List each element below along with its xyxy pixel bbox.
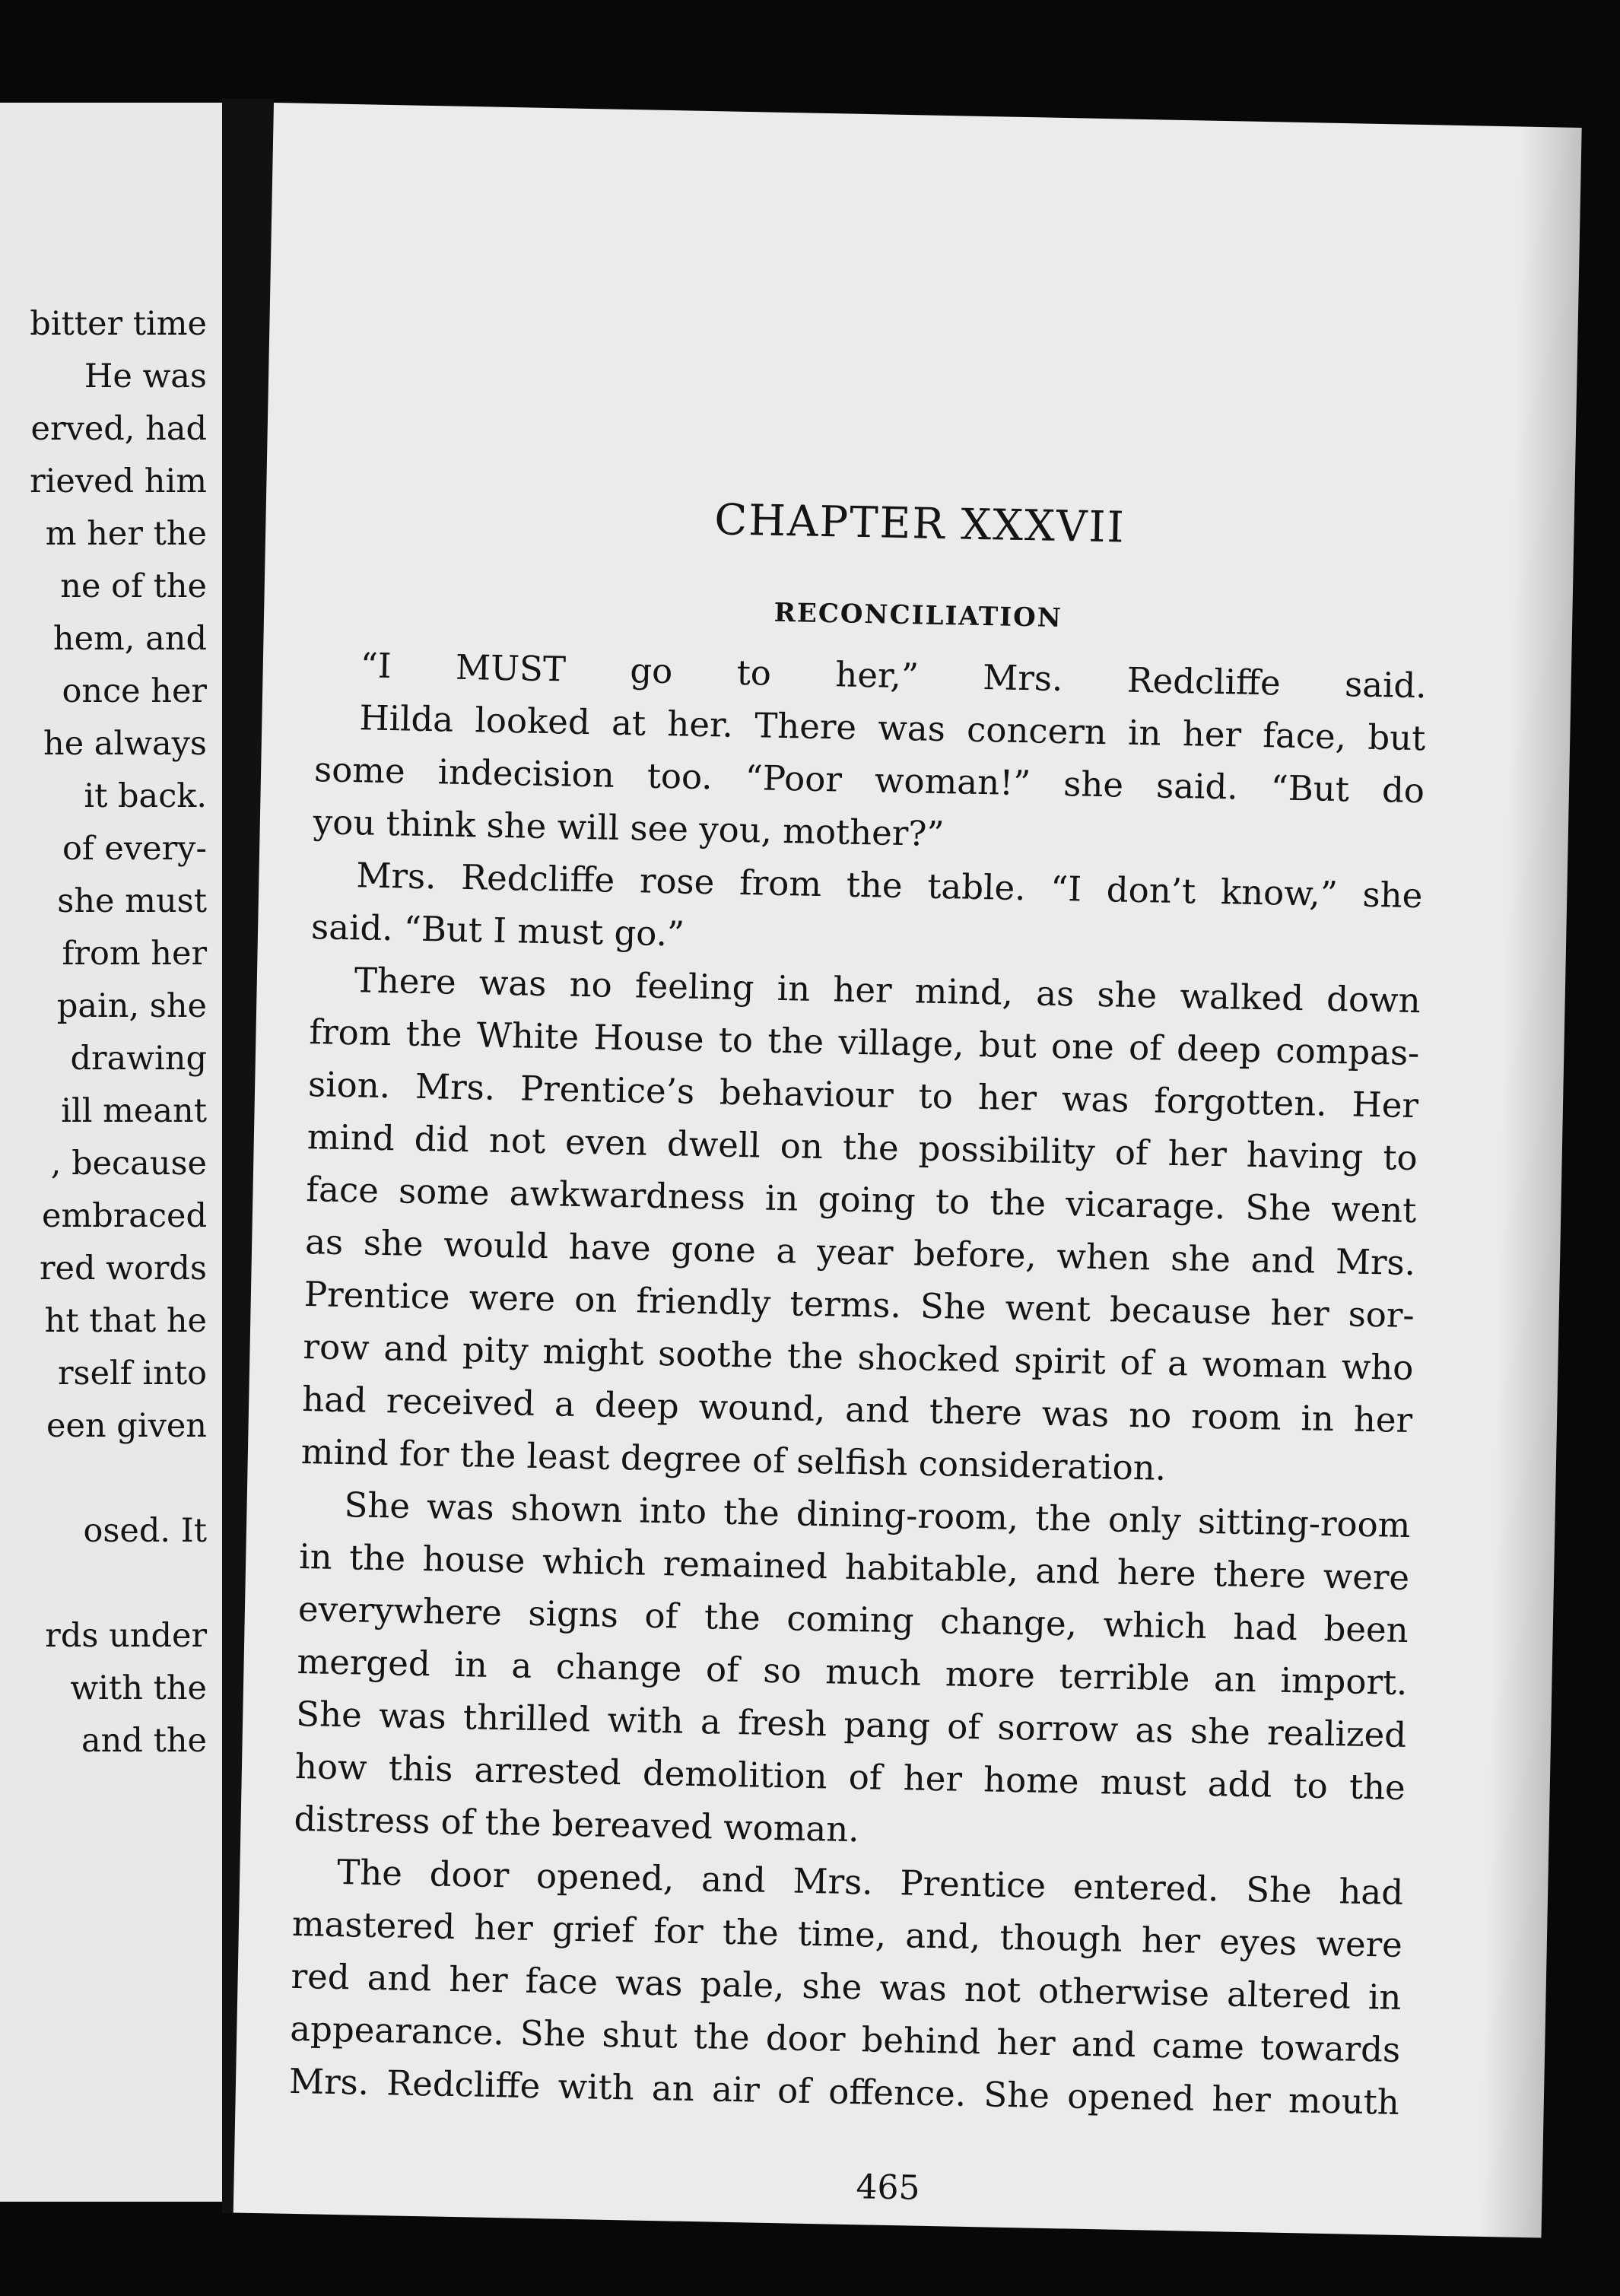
body-line: mastered her grief for the time, and, though her eyes were xyxy=(291,1903,1403,1965)
left-page-line: pain, she xyxy=(56,987,207,1025)
body-line: mind did not even dwell on the possibility of her having to xyxy=(307,1116,1418,1179)
body-line: row and pity might soothe the shocked spirit of a woman who xyxy=(303,1326,1414,1389)
left-page-line: osed. It xyxy=(83,1512,207,1550)
page-edge-shadow xyxy=(1480,126,1581,2237)
body-line: said. “But I must go.” xyxy=(310,907,685,954)
body-line: Mrs. Redcliffe rose from the table. “I don’t know,” she xyxy=(356,855,1423,916)
left-page-line: hem, and xyxy=(52,620,207,658)
body-line: you think she will see you, mother?” xyxy=(313,802,945,855)
body-line: “I MUST go to her,” Mrs. Redcliffe said. xyxy=(360,645,1428,707)
body-line: in the house which remained habitable, and here there were xyxy=(298,1535,1410,1599)
body-line: from the White House to the village, but one of deep compas- xyxy=(309,1011,1420,1074)
body-line: She was shown into the dining-room, the only sitting-room xyxy=(344,1485,1411,1546)
left-page-line: it back. xyxy=(84,777,207,815)
left-page-line: ne of the xyxy=(60,567,207,605)
left-page-line: ill meant xyxy=(61,1092,207,1130)
body-line: everywhere signs of the coming change, which had been xyxy=(297,1588,1409,1651)
left-page-line: bitter time xyxy=(30,305,207,343)
body-line: mind for the least degree of selfish consideration. xyxy=(300,1431,1167,1488)
left-page-line: once her xyxy=(62,672,207,710)
body-line: merged in a change of so much more terrible an import. xyxy=(297,1640,1408,1703)
body-line: Hilda looked at her. There was concern in her face, but xyxy=(358,697,1426,759)
body-line: distress of the bereaved woman. xyxy=(294,1798,860,1850)
left-page-line: rself into xyxy=(57,1354,207,1393)
body-line: as she would have gone a year before, when she and Mrs. xyxy=(304,1221,1416,1284)
body-line: red and her face was pale, she was not otherwise altered in xyxy=(291,1955,1402,2018)
left-page-line: een given xyxy=(46,1407,207,1445)
body-line: appearance. She shut the door behind her and came towards xyxy=(289,2008,1401,2070)
left-page-line: , because xyxy=(50,1145,207,1183)
left-page-line: rds under xyxy=(45,1617,207,1655)
body-line: sion. Mrs. Prentice’s behaviour to her was forgotten. Her xyxy=(307,1064,1419,1126)
right-page xyxy=(233,103,1582,2238)
left-page-line: from her xyxy=(62,935,207,973)
chapter-title: CHAPTER XXXVII xyxy=(713,495,1126,553)
body-line: The door opened, and Mrs. Prentice entered. She had xyxy=(336,1852,1404,1913)
left-page-line: drawing xyxy=(70,1040,207,1078)
body-line: face some awkwardness in going to the vicarage. She went xyxy=(306,1169,1417,1231)
left-page-line: and the xyxy=(81,1722,207,1760)
left-page-line: rieved him xyxy=(30,462,207,500)
left-page-line: he always xyxy=(43,725,207,763)
left-page-line: red words xyxy=(39,1250,207,1288)
body-line: Prentice were on friendly terms. She went because her sor- xyxy=(303,1274,1415,1336)
body-line: Mrs. Redcliffe with an air of offence. She opened her mouth xyxy=(288,2060,1400,2123)
left-page-line: ht that he xyxy=(44,1302,207,1340)
left-page xyxy=(0,103,222,2202)
body-line: how this arrested demolition of her home must add to the xyxy=(294,1745,1406,1808)
left-page-line: with the xyxy=(70,1669,207,1707)
page-number: 465 xyxy=(856,2167,920,2208)
left-page-line: erved, had xyxy=(30,410,207,448)
chapter-subtitle: RECONCILIATION xyxy=(773,597,1063,634)
body-line: She was thrilled with a fresh pang of sorrow as she realized xyxy=(295,1693,1407,1755)
left-page-line: m her the xyxy=(45,515,207,553)
left-page-line: she must xyxy=(57,882,207,920)
left-page-line: of every- xyxy=(62,830,207,868)
body-line: had received a deep wound, and there was no room in her xyxy=(301,1379,1413,1441)
body-line: There was no feeling in her mind, as she walked down xyxy=(354,960,1421,1021)
left-page-line: embraced xyxy=(42,1197,207,1235)
body-line: some indecision too. “Poor woman!” she said. “But do xyxy=(313,749,1425,811)
left-page-line: He was xyxy=(84,357,207,395)
